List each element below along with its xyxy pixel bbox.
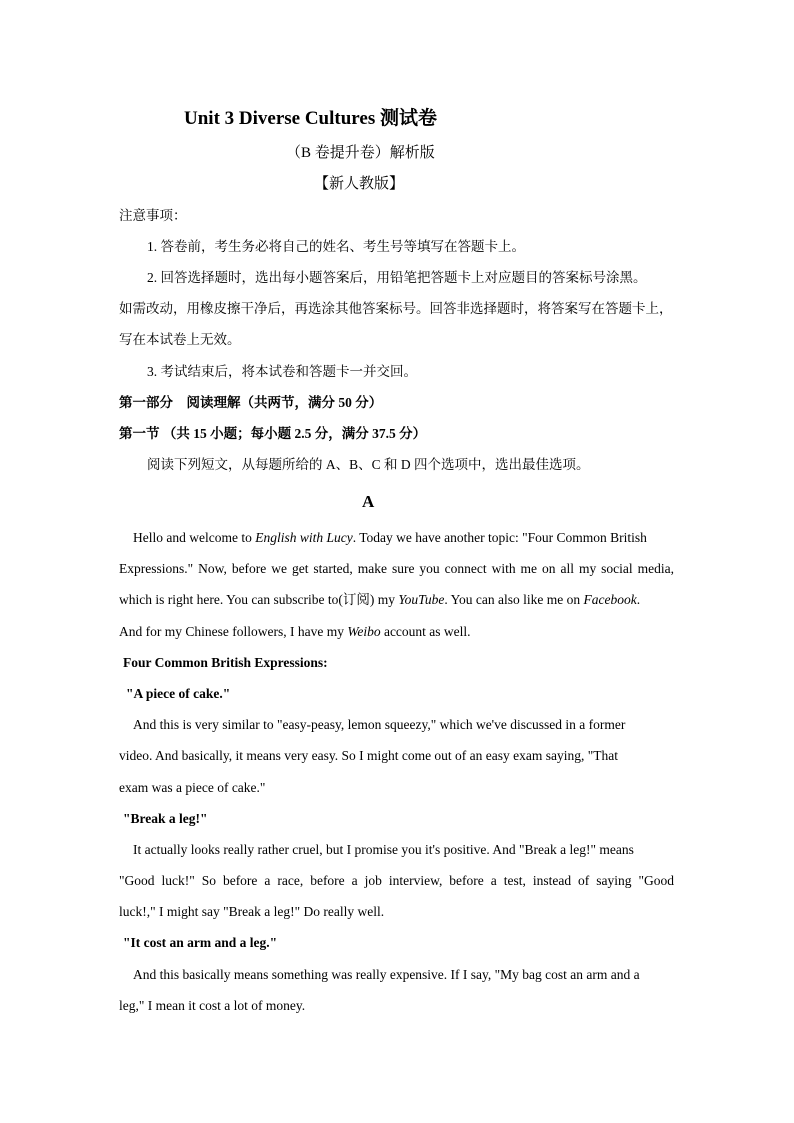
document-title: Unit 3 Diverse Cultures 测试卷 <box>184 108 437 129</box>
part1-heading: 第一部分 阅读理解（共两节，满分 50 分） <box>119 395 383 410</box>
text-run: . Today we have another topic: "Four Common British <box>352 530 647 545</box>
notice-item-2-line-2: 如需改动，用橡皮擦干净后，再选涂其他答案标号。回答非选择题时，将答案写在答题卡上， <box>119 301 673 316</box>
notice-item-2-line-3: 写在本试卷上无效。 <box>119 332 241 347</box>
text-run: . You can also like me on <box>444 592 584 607</box>
expressions-heading: Four Common British Expressions: <box>123 655 328 670</box>
passage-p1-line-1 <box>133 531 647 545</box>
notice-item-1: 1. 答卷前，考生务必将自己的姓名、考生号等填写在答题卡上。 <box>147 239 525 254</box>
expression-1-line-3: exam was a piece of cake." <box>119 780 266 795</box>
channel-name: English with Lucy <box>255 530 353 545</box>
text-run: . <box>636 592 641 607</box>
expression-3-line-1: And this basically means something was really expensive. If I say, "My bag cost an arm and a <box>133 967 640 982</box>
expression-3-title: "It cost an arm and a leg." <box>123 935 278 950</box>
text-run: Hello and welcome to <box>133 530 256 545</box>
expression-2-line-3: luck!," I might say "Break a leg!" Do really well. <box>119 904 385 919</box>
reading-instruction: 阅读下列短文，从每题所给的 A、B、C 和 D 四个选项中，选出最佳选项。 <box>147 457 590 472</box>
text-run: And for my Chinese followers, I have my <box>119 624 348 639</box>
text-run: which is right here. You can subscribe to(订阅) my <box>119 592 399 607</box>
passage-p1-line-4 <box>119 625 471 639</box>
passage-p1-line-2: Expressions." Now, before we get started, make sure you connect with me on all my social media, <box>119 561 674 576</box>
text-run: account as well. <box>380 624 471 639</box>
notice-item-3: 3. 考试结束后，将本试卷和答题卡一并交回。 <box>147 364 417 379</box>
facebook-name: Facebook <box>583 592 637 607</box>
passage-p1-line-3 <box>119 593 640 607</box>
expression-2-title: "Break a leg!" <box>123 811 208 826</box>
section1-heading: 第一节 （共 15 小题；每小题 2.5 分，满分 37.5 分） <box>119 426 427 441</box>
notice-item-2-line-1: 2. 回答选择题时，选出每小题答案后，用铅笔把答题卡上对应题目的答案标号涂黑。 <box>147 270 647 285</box>
expression-1-line-1: And this is very similar to "easy-peasy, lemon squeezy," which we've discussed in a former <box>133 717 626 732</box>
expression-3-line-2: leg," I mean it cost a lot of money. <box>119 998 306 1013</box>
passage-letter: A <box>362 492 375 511</box>
expression-2-line-1: It actually looks really rather cruel, but I promise you it's positive. And "Break a leg!" means <box>133 842 634 857</box>
document-subtitle: （B 卷提升卷）解析版 <box>286 145 435 161</box>
document-edition: 【新人教版】 <box>314 176 405 192</box>
expression-1-title: "A piece of cake." <box>126 686 231 701</box>
youtube-name: YouTube <box>398 592 445 607</box>
notice-label: 注意事项： <box>119 208 187 223</box>
weibo-name: Weibo <box>347 624 381 639</box>
expression-2-line-2: "Good luck!" So before a race, before a job interview, before a test, instead of saying "Good <box>119 873 674 888</box>
expression-1-line-2: video. And basically, it means very easy. So I might come out of an easy exam saying, "That <box>119 748 619 763</box>
